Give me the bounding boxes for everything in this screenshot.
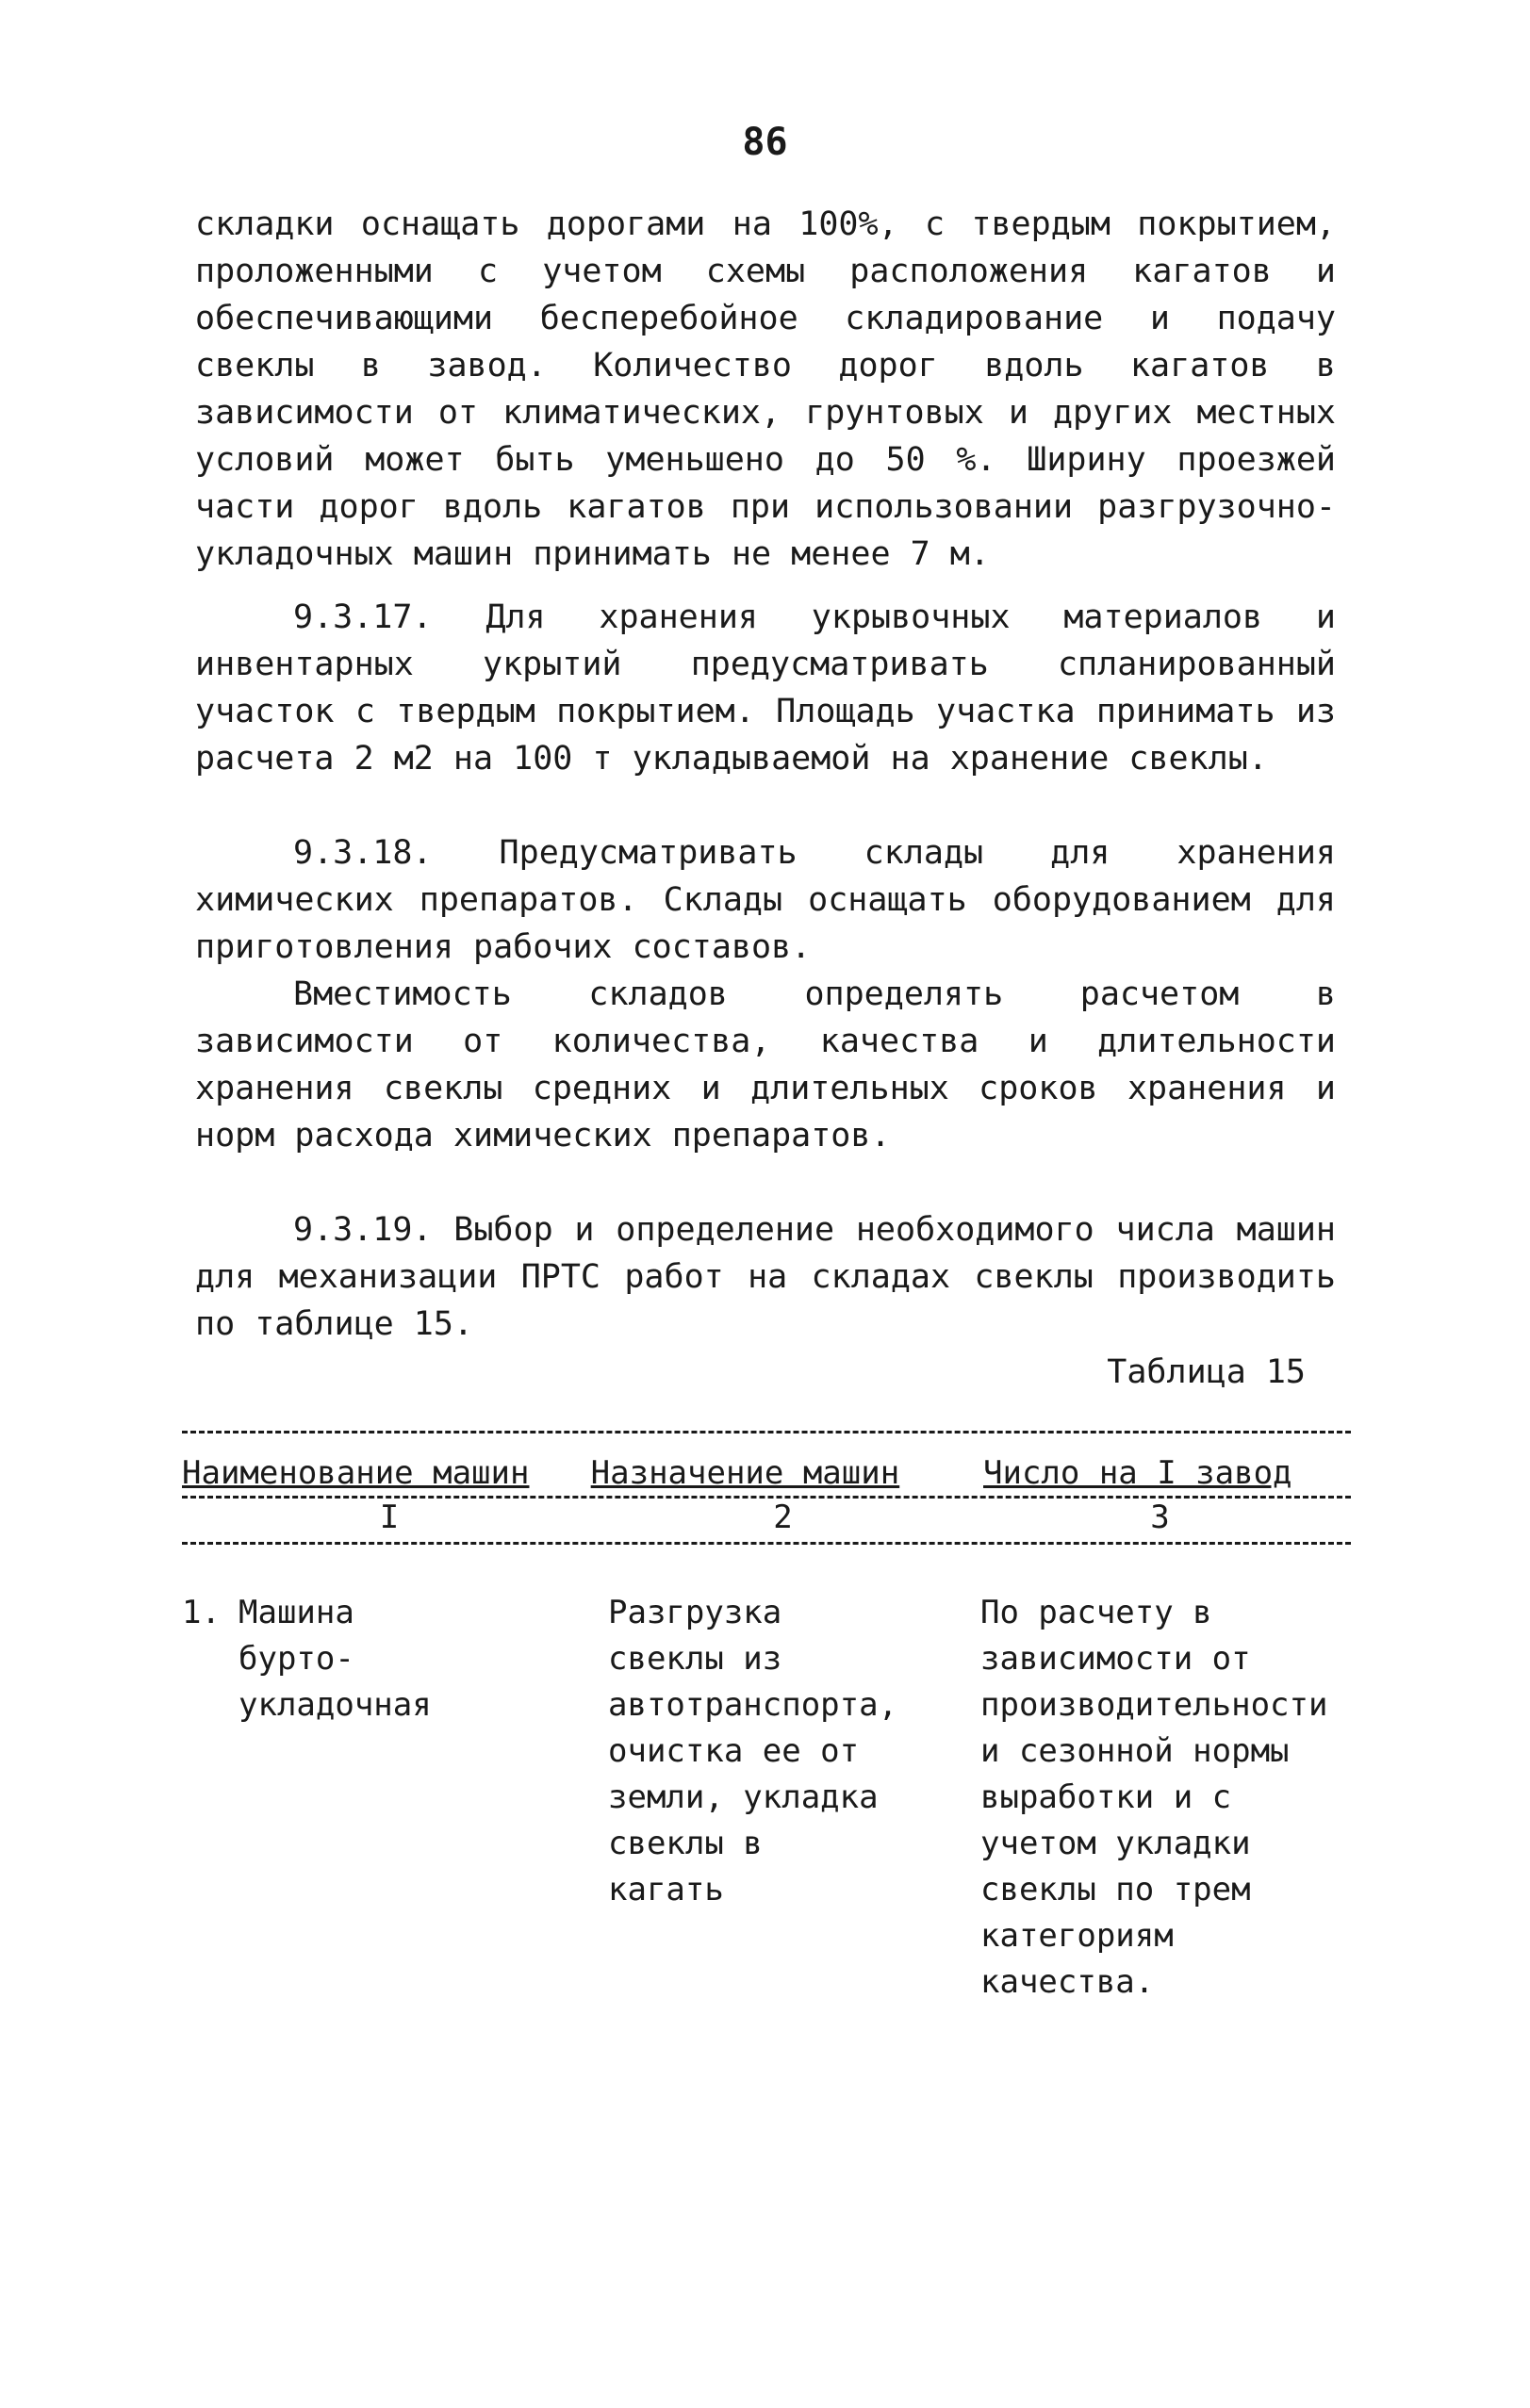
table-cell xyxy=(969,1590,1351,2006)
column-number: I xyxy=(379,1499,400,1536)
paragraph-text: складки оснащать дорогами на 100%, с твердым покрытием, проложенными с учетом схемы расположения кагатов и обеспечивающими бесперебойное складирование и подачу свеклы в завод. Количество дорог вдоль кагатов в зависимости от климатических, грунтовых и других местных условий может быть уменьшено до 50 %. Ширину проезжей части дорог вдоль кагатов при использовании разгрузочно-укладочных машин принимать не менее 7 м. xyxy=(195,205,1336,573)
table-caption: Таблица 15 xyxy=(1107,1353,1306,1391)
table-cell xyxy=(182,1590,597,2006)
column-header: Число на I завод xyxy=(983,1454,1292,1492)
table-row xyxy=(182,1590,1351,2006)
paragraph-text: 9.3.17. Для хранения укрывочных материалов и инвентарных укрытий предусматривать спланированный участок с твердым покрытием. Площадь участка принимать из расчета 2 м2 на 100 т укладываемой на хранение свеклы. xyxy=(195,598,1336,778)
machines-table xyxy=(182,1431,1351,2006)
paragraph-roads xyxy=(195,201,1336,578)
paragraph-text: 9.3.19. Выбор и определение необходимого числа машин для механизации ПРТС работ на складах свеклы производить по таблице 15. xyxy=(195,1211,1336,1343)
table-rule xyxy=(182,1542,1351,1545)
paragraph-text: Вместимость складов определять расчетом в зависимости от количества, качества и длительности хранения свеклы средних и длительных сроков хранения и норм расхода химических препаратов. xyxy=(195,975,1336,1155)
machine-name: Машина бурто-укладочная xyxy=(239,1594,432,1724)
paragraph-text: 9.3.18. Предусматривать склады для хранения химических препаратов. Склады оснащать оборудованием для приготовления рабочих составов. xyxy=(195,834,1336,966)
column-number: 3 xyxy=(1150,1499,1170,1536)
table-header-row xyxy=(182,1454,1351,1492)
column-number-row xyxy=(182,1499,1351,1536)
table-rule xyxy=(182,1431,1351,1433)
column-number: 2 xyxy=(773,1499,793,1536)
page-number: 86 xyxy=(742,121,788,164)
machine-purpose: Разгрузка свеклы из автотранспорта, очистка ее от земли, укладка свеклы в кагать xyxy=(608,1594,898,1908)
column-header: Назначение машин xyxy=(590,1454,900,1492)
paragraph-9-3-18 xyxy=(195,829,1336,1159)
machine-count: По расчету в зависимости от производительности и сезонной нормы выработки и с учетом укладки свеклы по трем категориям качества. xyxy=(980,1594,1328,2001)
row-index: 1. xyxy=(182,1594,221,1631)
table-cell xyxy=(597,1590,969,2006)
column-header: Наименование машин xyxy=(182,1454,530,1492)
paragraph-9-3-17 xyxy=(195,594,1336,782)
paragraph-9-3-19 xyxy=(195,1206,1336,1348)
